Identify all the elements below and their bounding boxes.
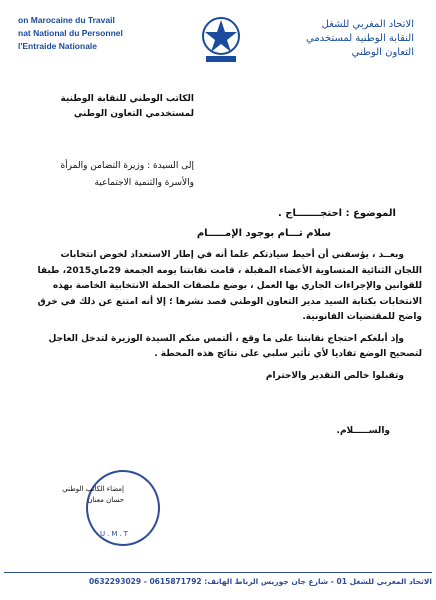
body-paragraph: وتقبلوا خالص التقدير والاحترام bbox=[265, 370, 404, 381]
letter-body bbox=[30, 248, 422, 390]
header-left-text bbox=[18, 14, 168, 53]
recipient-line: والأسرة والتنمية الاجتماعية bbox=[94, 178, 194, 188]
header-left-line: on Marocaine du Travail bbox=[18, 15, 115, 25]
footer-address: الاتحاد المغربي للشغل 01 - شارع جان جوريس الرباط الهاتف: 0615871792 - 0632293029 bbox=[4, 572, 432, 586]
header-right-line: التعاون الوطني bbox=[351, 47, 414, 58]
union-logo bbox=[198, 14, 244, 64]
sender-line: لمستخدمي التعاون الوطني bbox=[73, 109, 194, 119]
body-paragraph: وبعــد ، يؤسفني أن أحيط سيادتكم علما أنه في إطار الاستعداد لخوض انتخابات اللجان الثنائية المتساوية الأعضاء المقبلة ، قامت نقابتنا يومه الجمعة 29ماي2015، طبقا للقوانين والإجراءات الجاري بها العمل ، بوضع ملصقات الحملة الانتخابية الخاصة بهذه الانتخابات بكتابة السيد مدير التعاون الوطني قصد نشرها ؛ إلا أنه امتنع عن ذلك في خرق واضح للمقتضيات القانونية. bbox=[37, 250, 422, 322]
header-right-line: النقابة الوطنية لمستخدمي bbox=[306, 33, 414, 44]
recipient-block bbox=[14, 158, 194, 192]
header-right-text bbox=[274, 18, 414, 60]
stamp-text: U.M.T bbox=[100, 530, 130, 538]
signature-title: إمضاء الكاتب الوطني bbox=[62, 485, 124, 493]
greeting: سلام تـــام بوجود الإمـــــام bbox=[196, 228, 331, 239]
signature-name: حسان معنان bbox=[87, 496, 124, 504]
header-right-line: الاتحاد المغربي للشغل bbox=[321, 19, 414, 30]
sender-line: الكاتب الوطني للنقابة الوطنية bbox=[60, 94, 194, 104]
header-left-line: l'Entraide Nationale bbox=[18, 41, 98, 51]
recipient-line: إلى السيدة : وزيرة التضامن والمرأة bbox=[60, 161, 194, 171]
subject-line: الموضوع : احتجـــــــاج . bbox=[278, 208, 396, 219]
header-left-line: nat National du Personnel bbox=[18, 28, 123, 38]
body-paragraph: وإذ أبلغكم احتجاج نقابتنا على ما وقع ، ألتمس منكم السيدة الوزيرة لتدخل العاجل لتصحيح الوضع تفاديا لأي تأثير سلبي على نتائج هذه المحطة . bbox=[48, 333, 422, 359]
sender-block bbox=[44, 92, 194, 122]
signature-block bbox=[24, 484, 124, 506]
signoff: والســـــلام. bbox=[336, 426, 390, 436]
